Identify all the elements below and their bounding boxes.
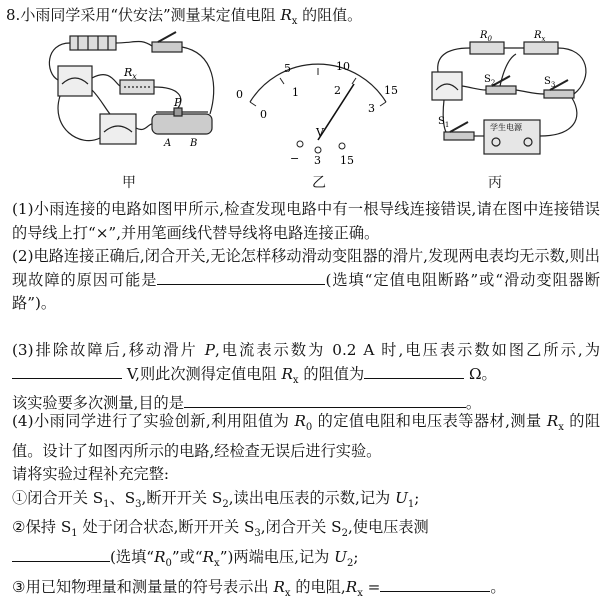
step-3-a: ③用已知物理量和测量量的符号表示出 — [12, 577, 269, 596]
bottom-scale-3: 3 — [368, 102, 375, 115]
var-r: R — [202, 548, 215, 567]
terminal-3: 3 — [314, 154, 321, 166]
step-2-e: (选填“ — [110, 548, 155, 567]
part-2 — [12, 245, 600, 316]
label-a: A — [164, 138, 172, 149]
var-u: U — [334, 548, 347, 567]
var-r: R — [154, 548, 166, 567]
caption-bing: 丙 — [488, 175, 502, 191]
bottom-scale-1: 1 — [292, 86, 299, 99]
label-s2: $S_2$ — [484, 74, 496, 87]
top-scale-0: 0 — [236, 88, 243, 101]
part-3-text-a: (3)排除故障后,移动滑片 — [12, 341, 198, 359]
step-1-a: ①闭合开关 S — [12, 488, 104, 507]
step-2-a: ②保持 S — [12, 518, 72, 537]
var-p: P — [204, 341, 215, 359]
part-3-end: 。 — [465, 394, 482, 413]
terminal-15: 15 — [340, 154, 354, 166]
bottom-scale-2: 2 — [334, 84, 341, 97]
label-rx: $R_x$ — [534, 30, 546, 43]
label-r0: $R_0$ — [480, 30, 492, 43]
top-scale-5: 5 — [284, 62, 291, 75]
step-1-b: 、S — [109, 488, 136, 507]
part-4-text-d: 请将实验过程补充完整: — [12, 465, 169, 484]
step-2-b: 处于闭合状态,断开开关 S — [82, 518, 255, 537]
var-r: R — [546, 412, 559, 430]
step-1-d: ,读出电压表的示数,记为 — [228, 488, 391, 507]
var-sub: 0 — [165, 558, 172, 570]
part-3-text-c: V,则此次测得定值电阻 — [126, 364, 277, 383]
var-r: R — [273, 577, 285, 596]
part-1-text: (1)小雨连接的电路如图甲所示,检查发现电路中有一根导线连接错误,请在图中连接错误的导线上打“×”,并用笔画线代替导线将电路连接正确。 — [12, 200, 600, 242]
part-4-text-a: (4)小雨同学进行了实验创新,利用阻值为 — [12, 412, 290, 430]
step-2-h: ; — [353, 548, 359, 567]
bottom-scale-0: 0 — [260, 108, 267, 121]
question-title — [6, 4, 362, 27]
part-4-text-c: 的阻值。设计了如图丙所示的电路,经检查无误后进行实验。 — [12, 412, 600, 460]
var-sub: 2 — [341, 528, 348, 540]
label-rx: $R_x$ — [124, 66, 137, 81]
step-3-c: = — [367, 577, 381, 596]
var-r: R — [280, 6, 292, 24]
answer-blank-resistance[interactable] — [364, 363, 464, 379]
label-p: P — [174, 96, 182, 109]
var-sub: x — [291, 16, 298, 27]
var-sub: x — [284, 587, 291, 599]
var-r: R — [281, 364, 293, 383]
step-1-e: ; — [414, 488, 420, 507]
var-sub: 1 — [103, 498, 110, 510]
step-3-b: 的电阻, — [295, 577, 346, 596]
label-s3: $S_3$ — [544, 76, 556, 89]
answer-blank-purpose[interactable] — [184, 392, 466, 408]
var-sub: x — [214, 558, 220, 570]
question-number: 8. — [6, 6, 21, 24]
var-sub: 3 — [135, 498, 142, 510]
answer-blank-fault[interactable] — [157, 269, 325, 285]
top-scale-10: 10 — [336, 60, 350, 73]
question-stem: 小雨同学采用“伏安法”测量某定值电阻 — [20, 6, 276, 24]
answer-blank-voltage[interactable] — [12, 363, 122, 379]
part-3-unit: Ω。 — [468, 364, 497, 383]
var-sub: 3 — [254, 528, 261, 540]
figure-yi-voltmeter — [236, 54, 412, 166]
caption-yi: 乙 — [312, 175, 326, 191]
var-u: U — [395, 488, 408, 507]
part-3-text-b: ,电流表示数为 0.2 A 时,电压表示数如图乙所示,为 — [214, 341, 601, 359]
var-sub: 0 — [305, 422, 313, 434]
step-2-f: ”或“ — [171, 548, 203, 567]
var-sub: x — [292, 374, 299, 386]
step-2-c: ,闭合开关 S — [260, 518, 342, 537]
part-4-text-b: 的定值电阻和电压表等器材,测量 — [317, 412, 542, 430]
var-r: R — [294, 412, 306, 430]
label-s1: $S_1$ — [438, 116, 450, 129]
var-sub: 1 — [407, 498, 415, 510]
part-4 — [12, 410, 600, 605]
label-b: B — [190, 138, 198, 149]
var-sub: 1 — [71, 528, 78, 540]
figure-jia-circuit — [40, 28, 225, 160]
var-sub: 2 — [222, 498, 229, 510]
top-scale-15: 15 — [384, 84, 398, 97]
step-2-g: ”)两端电压,记为 — [219, 548, 330, 567]
figure-bing-circuit — [424, 28, 600, 160]
var-sub: x — [558, 422, 564, 434]
part-3-text-f: 该实验要多次测量,目的是 — [12, 394, 184, 413]
answer-blank-measured[interactable] — [12, 546, 110, 562]
step-3-end: 。 — [490, 577, 506, 596]
part-1 — [12, 198, 600, 245]
var-sub: 2 — [346, 558, 354, 570]
part-3 — [12, 339, 600, 416]
terminal-minus: − — [290, 152, 300, 165]
var-r: R — [345, 577, 358, 596]
part-2-hint: (选填“定值电阻断路”或“滑动变阻器断路”)。 — [12, 270, 601, 313]
unit-v: V — [316, 126, 324, 139]
label-power: 学生电源 — [490, 123, 522, 132]
step-1-c: ,断开开关 S — [141, 488, 223, 507]
part-3-text-d: 的阻值为 — [303, 364, 365, 383]
var-sub: x — [357, 587, 363, 599]
answer-blank-rx-formula[interactable] — [380, 576, 490, 592]
step-2-d: ,使电压表测 — [347, 518, 429, 537]
part-2-text: (2)电路连接正确后,闭合开关,无论怎样移动滑动变阻器的滑片,发现两电表均无示数,则出现故障的原因可能是 — [12, 247, 600, 289]
question-stem-end: 的阻值。 — [302, 6, 363, 24]
caption-jia: 甲 — [122, 175, 136, 191]
